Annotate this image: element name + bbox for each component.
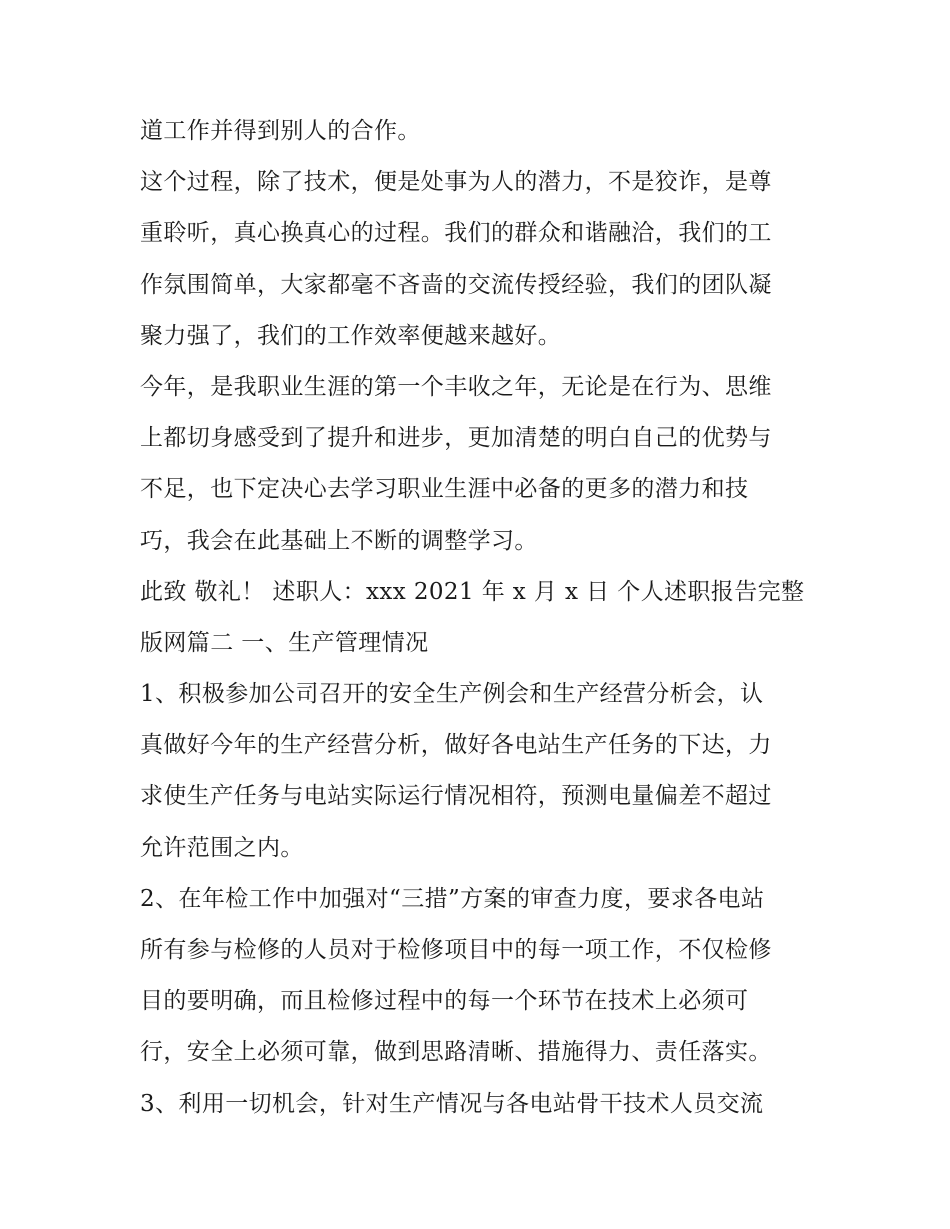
text-line: 这个过程，除了技术，便是处事为人的潜力，不是狡诈，是尊 xyxy=(140,169,772,196)
text-line: 不足，也下定决心去学习职业生涯中必备的更多的潜力和技 xyxy=(140,476,749,503)
text-line: 巧，我会在此基础上不断的调整学习。 xyxy=(140,527,538,554)
text-line: 目的要明确，而且检修过程中的每一个环节在技术上必须可 xyxy=(140,988,749,1015)
text-line: 所有参与检修的人员对于检修项目中的每一项工作，不仅检修 xyxy=(140,937,772,963)
text-line: 道工作并得到别人的合作。 xyxy=(140,118,421,144)
text-line: 2、在年检工作中加强对“三措”方案的审查力度，要求各电站 xyxy=(140,885,765,912)
text-line: 此致 敬礼！ 述职人：xxx 2021 年 x 月 x 日 个人述职报告完整 xyxy=(140,578,805,605)
text-line: 上都切身感受到了提升和进步，更加清楚的明白自己的优势与 xyxy=(140,425,772,452)
text-line: 行，安全上必须可靠，做到思路清晰、措施得力、责任落实。 xyxy=(140,1039,772,1066)
text-line: 聚力强了，我们的工作效率便越来越好。 xyxy=(140,322,562,349)
text-line: 重聆听，真心换真心的过程。我们的群众和谐融洽，我们的工 xyxy=(140,220,772,247)
text-line: 3、利用一切机会，针对生产情况与各电站骨干技术人员交流 xyxy=(140,1090,764,1117)
text-line: 求使生产任务与电站实际运行情况相符，预测电量偏差不超过 xyxy=(140,783,772,810)
text-line: 允许范围之内。 xyxy=(140,834,304,861)
text-line: 作氛围简单，大家都毫不吝啬的交流传授经验，我们的团队凝 xyxy=(140,271,772,298)
document-page xyxy=(140,106,820,1130)
text-line: 真做好今年的生产经营分析，做好各电站生产任务的下达，力 xyxy=(140,732,772,759)
text-line: 版网篇二 一、生产管理情况 xyxy=(140,629,429,656)
text-line: 今年，是我职业生涯的第一个丰收之年，无论是在行为、思维 xyxy=(140,373,772,400)
text-line: 1、积极参加公司召开的安全生产例会和生产经营分析会，认 xyxy=(140,681,764,708)
